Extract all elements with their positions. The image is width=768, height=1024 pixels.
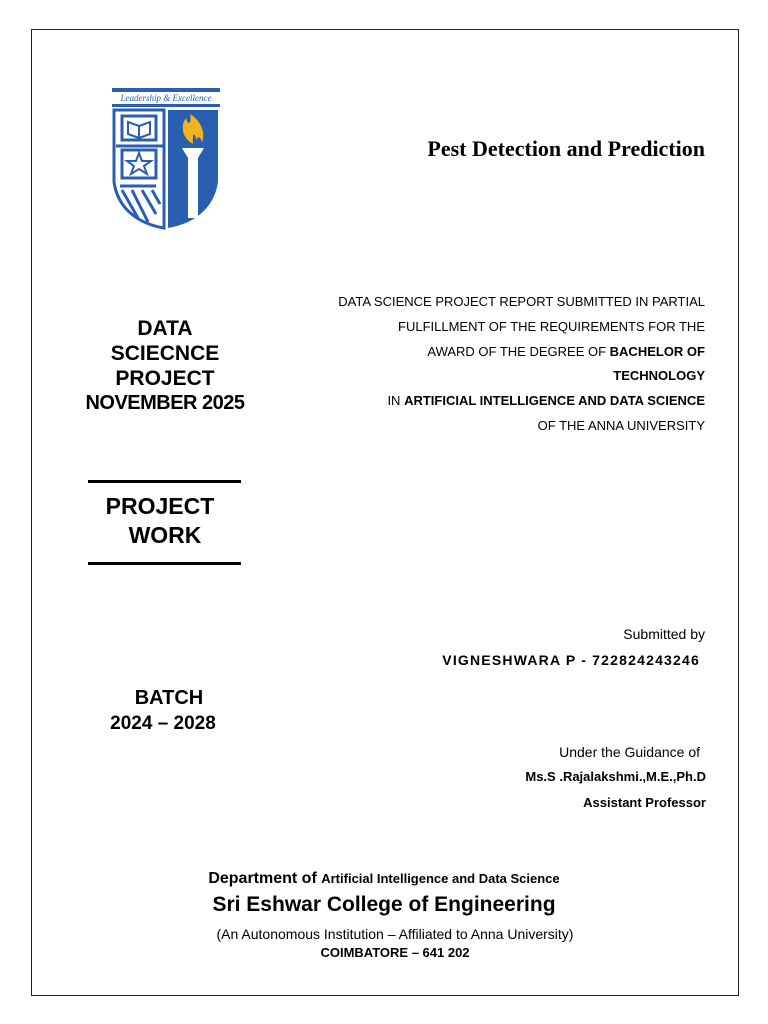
- guide-designation: Assistant Professor: [583, 795, 706, 810]
- guidance-label: Under the Guidance of: [559, 744, 700, 760]
- batch-label: BATCH 2024 – 2028: [110, 687, 216, 734]
- report-description: DATA SCIENCE PROJECT REPORT SUBMITTED IN PARTIAL FULFILLMENT OF THE REQUIREMENTS FOR THE AWARD OF THE DEGREE OF BACHELOR OF TECHNOLOGY IN ARTIFICIAL INTELLIGENCE AND DATA SCIENCE OF THE ANNA UNIVERSITY: [338, 294, 705, 433]
- data-science-project-heading: DATA SCIECNCE PROJECT NOVEMBER 2025: [85, 317, 245, 414]
- guide-name: Ms.S .Rajalakshmi.,M.E.,Ph.D: [525, 769, 706, 784]
- logo-tagline: Leadership & Excellence: [120, 93, 212, 103]
- project-work-label: PROJECT WORK: [105, 493, 215, 548]
- college-logo: [110, 86, 222, 231]
- college-name: Sri Eshwar College of Engineering: [212, 893, 556, 916]
- logo-top-bar: [112, 88, 220, 92]
- submitted-by-label: Submitted by: [623, 626, 705, 642]
- department-line: Department of Artificial Intelligence and Data Science: [208, 870, 560, 887]
- autonomous-note: (An Autonomous Institution – Affiliated to Anna University): [216, 926, 574, 942]
- student-name: VIGNESHWARA P - 722824243246: [442, 652, 700, 668]
- project-title: Pest Detection and Prediction: [427, 136, 705, 161]
- college-city: COIMBATORE – 641 202: [320, 945, 470, 960]
- divider-bottom: [88, 562, 241, 565]
- divider-top: [88, 480, 241, 483]
